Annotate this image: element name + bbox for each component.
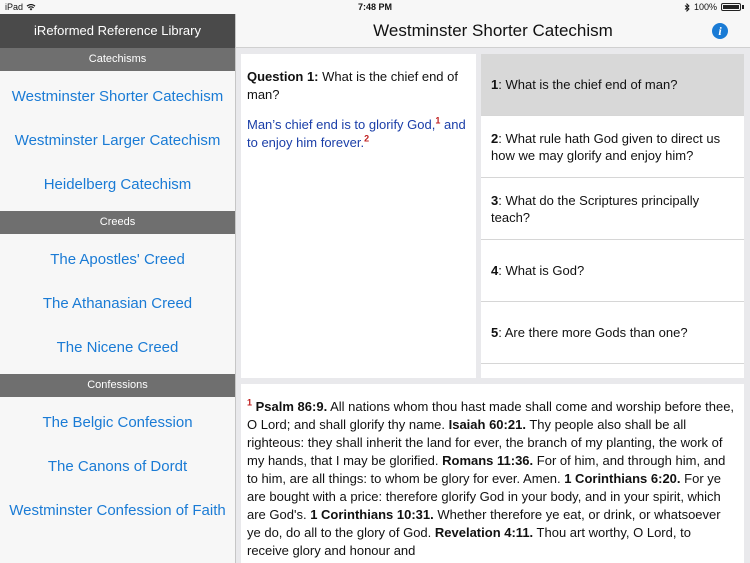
sidebar-item-nicene-creed[interactable]: The Nicene Creed <box>56 339 179 356</box>
scripture-text: For ye are bought with a price: therefore glorify God in your body, and in your spirit, which are God's. <box>247 471 721 522</box>
sidebar-item-apostles-creed[interactable]: The Apostles' Creed <box>50 251 185 268</box>
question-list-item-1[interactable] <box>481 54 744 116</box>
question-number: 2 <box>491 130 499 146</box>
question-number: 3 <box>491 192 499 208</box>
bluetooth-icon <box>684 3 690 12</box>
sidebar-item-athanasian-creed[interactable]: The Athanasian Creed <box>42 295 193 312</box>
question-number: 5 <box>491 325 499 340</box>
scripture-reference: Psalm 86:9. <box>255 399 328 414</box>
section-header-confessions: Confessions <box>0 374 235 397</box>
section-header-creeds: Creeds <box>0 211 235 234</box>
question-number: 4 <box>491 263 499 278</box>
section-header-catechisms: Catechisms <box>0 48 235 71</box>
question-list-item-2[interactable] <box>481 116 744 178</box>
scripture-reference: 1 Corinthians 10:31. <box>310 507 434 522</box>
scripture-reference: 1 Corinthians 6:20. <box>564 471 681 486</box>
sidebar-title: iReformed Reference Library <box>0 14 235 48</box>
battery-nub <box>742 5 744 9</box>
question-number: 1 <box>491 77 499 92</box>
detail-navigation-bar <box>236 14 750 48</box>
scripture-text: Thy people also shall be all righteous: they shall inherit the land for ever, the branch of my planting, the work of my hands, that I may be glorified. <box>247 417 723 468</box>
page-title: Westminster Shorter Catechism <box>373 21 613 40</box>
question-list-item-4[interactable] <box>481 240 744 302</box>
sidebar-item-westminster-confession-of-faith[interactable]: Westminster Confession of Faith <box>9 502 226 519</box>
question-list <box>481 54 744 378</box>
sidebar-item-belgic-confession[interactable]: The Belgic Confession <box>42 414 193 431</box>
question-label: Question 1: <box>247 69 319 84</box>
battery-percent: 100% <box>693 2 717 12</box>
question-list-text: : What is the chief end of man? <box>498 77 678 92</box>
sidebar <box>0 14 236 563</box>
question-text <box>247 68 468 104</box>
scripture-text: Thou art worthy, O Lord, to receive glory and honour and <box>247 525 691 558</box>
sidebar-item-heidelberg-catechism[interactable]: Heidelberg Catechism <box>43 176 192 193</box>
status-time: 7:48 PM <box>357 2 392 12</box>
scripture-text: Whether therefore ye eat, or drink, or whatsoever ye do, do all to the glory of God. <box>247 507 721 540</box>
proof-footnote-marker: 1 <box>247 397 253 408</box>
info-icon[interactable]: i <box>712 23 728 39</box>
scripture-reference: Isaiah 60:21. <box>448 417 526 432</box>
question-list-item-3[interactable] <box>481 178 744 240</box>
sidebar-item-canons-of-dordt[interactable]: The Canons of Dordt <box>47 458 188 475</box>
footnote-link-2[interactable]: 2 <box>364 133 370 144</box>
confessions-list <box>0 397 235 537</box>
sidebar-item-westminster-shorter-catechism[interactable]: Westminster Shorter Catechism <box>11 88 224 105</box>
question-list-text: : What rule hath God given to direct us how we may glorify and enjoy him? <box>491 130 721 163</box>
question-body: What is the chief end of man? <box>247 69 458 102</box>
scripture-reference: Romans 11:36. <box>442 453 534 468</box>
question-panel <box>241 54 476 378</box>
proof-texts-panel <box>241 384 744 563</box>
device-name: iPad <box>5 2 24 12</box>
question-list-item-5[interactable] <box>481 302 744 364</box>
scripture-text: All nations whom thou hast made shall come and worship before thee, O Lord; and shall glorify thy name. <box>247 399 735 432</box>
battery-icon <box>721 3 741 11</box>
question-list-text: : What do the Scriptures principally teach? <box>491 192 700 225</box>
catechisms-list <box>0 71 235 211</box>
scripture-text: For of him, and through him, and to him, are all things: to whom be glory for ever. Amen. <box>247 453 726 486</box>
creeds-list <box>0 234 235 374</box>
answer-part-1: Man’s chief end is to glorify God, <box>247 117 436 132</box>
status-right <box>684 2 744 12</box>
status-bar <box>0 0 750 14</box>
scripture-reference: Revelation 4:11. <box>434 525 534 540</box>
question-list-text: : Are there more Gods than one? <box>498 325 688 340</box>
sidebar-item-westminster-larger-catechism[interactable]: Westminster Larger Catechism <box>14 132 221 149</box>
answer-text <box>247 116 468 152</box>
footnote-link-1[interactable]: 1 <box>435 115 441 126</box>
answer-part-2: and to enjoy him forever. <box>247 117 466 150</box>
question-list-text: : What is God? <box>498 263 585 278</box>
